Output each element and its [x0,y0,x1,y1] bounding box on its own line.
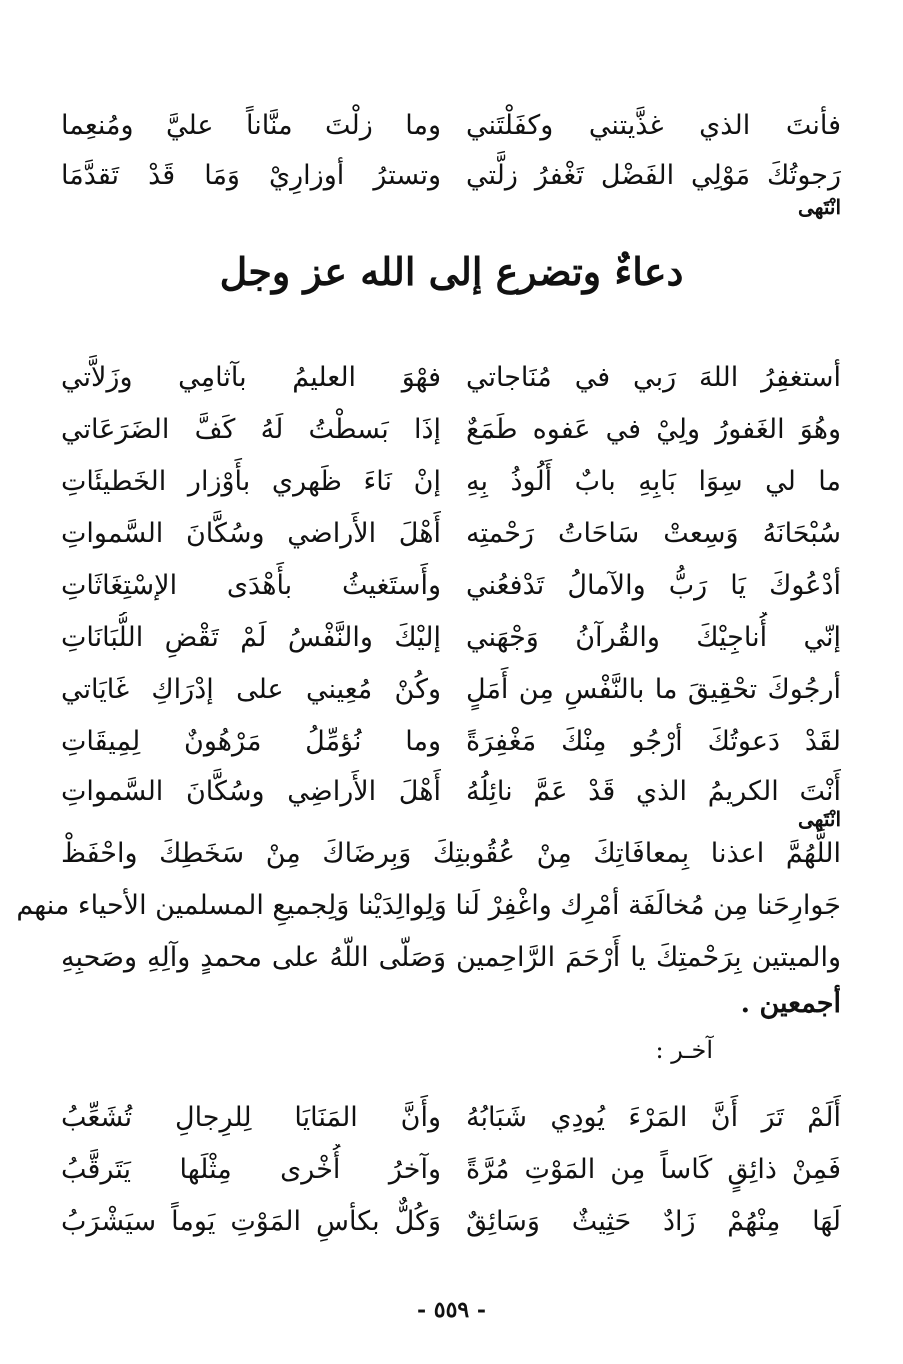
verse-second-hemistich: وما زلْتَ منَّاناً عليَّ ومُنعِما [61,110,441,141]
verse-line [61,100,841,152]
section-heading: دعاءٌ وتضرع إلى الله عز وجل [219,249,684,294]
verse-first-hemistich: رَجوتُكَ مَوْلِي الفَضْل تَغْفرُ زلَّتي [466,160,841,191]
another-poem-label: آخـر : [655,1036,713,1064]
verse-first-hemistich: إنّي أُناجِيْكَ والقُرآنُ وَجْهَني [466,622,841,653]
verse-second-hemistich: وما نُؤمِّلُ مَرْهُونٌ لِمِيقَاتِ [61,726,441,757]
verse-second-hemistich: إنْ نَاءَ ظَهري بأَوْزار الخَطيئَاتِ [61,466,441,497]
verse-line [61,508,841,560]
verse-line [61,766,841,818]
verse-first-hemistich: فأنتَ الذي غذَّيتني وكفَلْتَني [466,110,841,141]
verse-first-hemistich: سُبْحَانَهُ وَسِعتْ سَاحَاتُ رَحْمتِه [466,518,841,549]
verse-line [61,612,841,664]
verse-line [61,1196,841,1248]
verse-line [61,404,841,456]
verse-first-hemistich: ما لي سِوَا بَابِهِ بابٌ أَلُوذُ بِهِ [466,466,841,497]
prose-line: اللَّهُمَّ اعذنا بِمعافَاتِكَ مِنْ عُقُوبتِكَ وَبِرضَاكَ مِنْ سَخَطِكَ واحْفَظْ [61,838,841,869]
page-number: - ٥٥٩ - [416,1297,487,1323]
verse-first-hemistich: أرجُوكَ تحْقِيقَ ما بالنَّفْسِ مِن أَمَلٍ [466,674,841,705]
verse-line [61,1144,841,1196]
verse-line [61,352,841,404]
verse-second-hemistich: إليْكَ والنَّفْسُ لَمْ تَقْضِ اللُّبَانَاتِ [61,622,441,653]
verse-first-hemistich: فَمِنْ ذائِقٍ كَاساً مِن المَوْتِ مُرَّةً [466,1154,841,1185]
verse-first-hemistich: لقَدْ دَعوتُكَ أرْجُو مِنْكَ مَغْفِرَةً [466,726,841,757]
verse-second-hemistich: فهْوَ العليمُ بآثامِي وزَلاَّتي [61,362,441,393]
prose-line: والميتين بِرَحْمتِكَ يا أَرْحَمَ الرَّاحِمين وَصَلّى اللّهُ على محمدٍ وآلِهِ وصَحبِهِ [61,942,841,973]
verse-first-hemistich: لَهَا مِنْهُمْ زَادٌ حَثِيثٌ وَسَائِقٌ [466,1206,841,1237]
verse-line [61,664,841,716]
poem-end-note: انْتَهى [797,807,841,831]
verse-second-hemistich: وأَستَغيثُ بأَهْدَى الإسْتِغَاثَاتِ [61,570,441,601]
verse-second-hemistich: وتسترُ أوزارِيْ وَمَا قَدْ تَقدَّمَا [61,160,441,191]
verse-first-hemistich: أَلَمْ تَرَ أَنَّ المَرْءَ يُودِي شَبَابُهُ [466,1102,841,1133]
poem-end-note: انْتَهى [797,195,841,219]
verse-second-hemistich: وكُنْ مُعِيني على إدْرَاكِ غَايَاتي [61,674,441,705]
prose-last-line: أجمعين . [740,988,841,1019]
verse-first-hemistich: وهُوَ الغَفورُ ولِيْ في عَفوه طَمَعٌ [466,414,841,445]
verse-first-hemistich: أستغفِرُ اللهَ رَبي في مُنَاجاتي [466,362,841,393]
verse-second-hemistich: أَهْلَ الأَراضي وسُكَّانَ السَّمواتِ [61,518,441,549]
verse-second-hemistich: وأَنَّ المَنَايَا لِلرِجالِ تُشَعِّبُ [61,1102,441,1133]
verse-line [61,150,841,202]
verse-first-hemistich: أدْعُوكَ يَا رَبُّ والآمالُ تَدْفعُني [466,570,841,601]
verse-line [61,456,841,508]
verse-first-hemistich: أَنْتَ الكريمُ الذي قَدْ عَمَّ نائِلُهُ [466,776,841,807]
prose-line: جَوارِحَنا مِن مُخالَفَة أمْرِك واغْفِرْ لَنا وَلِوالِدَيْنا وَلِجميعِ المسلمين الأحياء منهم [16,890,841,921]
verse-line [61,560,841,612]
verse-line [61,1092,841,1144]
verse-second-hemistich: وآخرُ أُخْرى مِثْلَها يَتَرقَّبُ [61,1154,441,1185]
verse-second-hemistich: وَكُلٌّ بكأسِ المَوْتِ يَوماً سيَشْرَبُ [61,1206,441,1237]
verse-line [61,716,841,768]
verse-second-hemistich: أَهْلَ الأَراضِي وسُكَّانَ السَّمواتِ [61,776,441,807]
verse-second-hemistich: إذَا بَسطْتُ لَهُ كَفَّ الضَرَعَاتي [61,414,441,445]
